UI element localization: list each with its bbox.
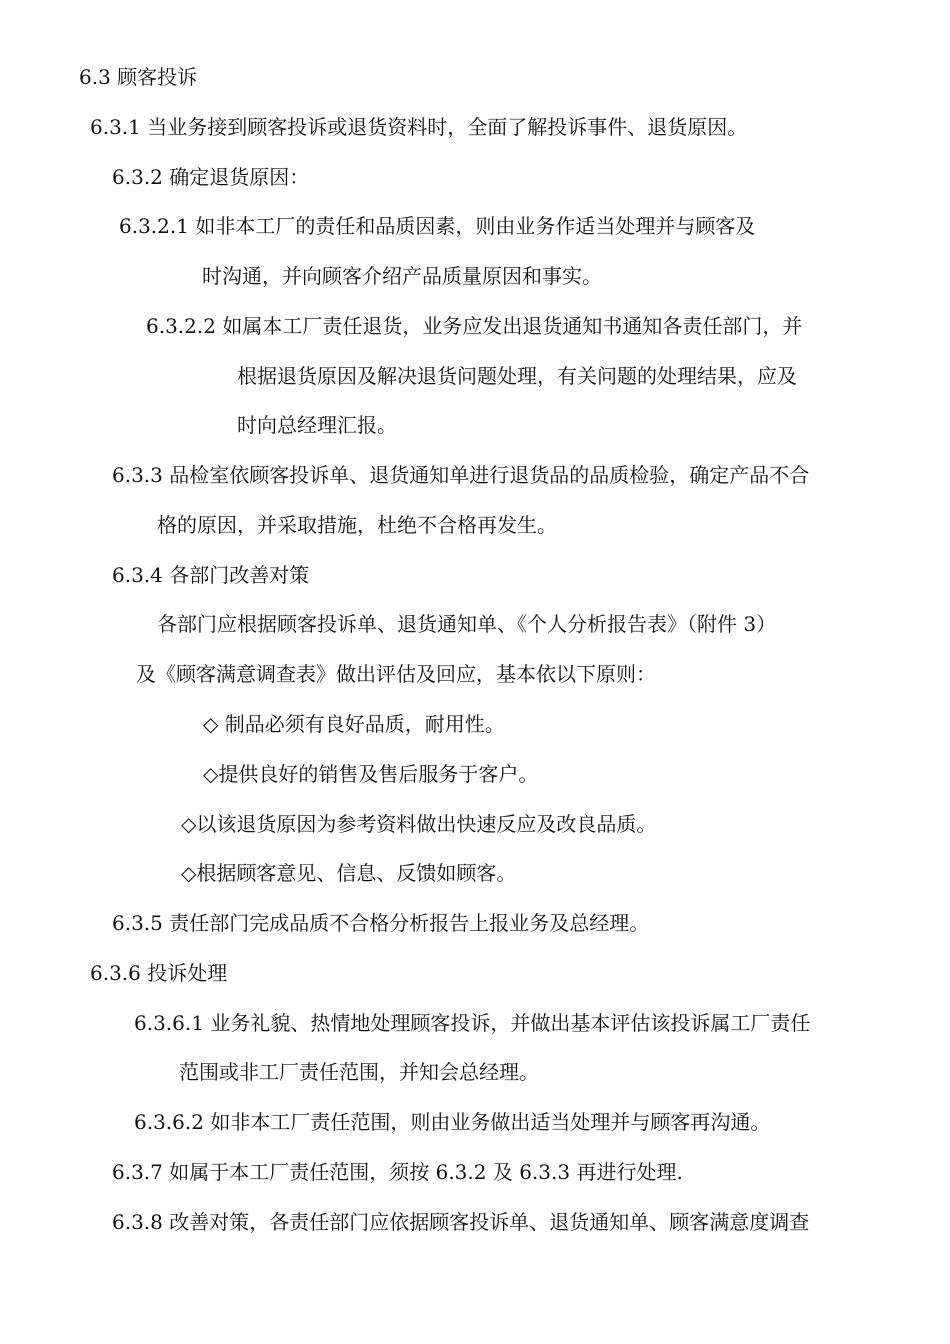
paragraph-6-3-5: 6.3.5 责任部门完成品质不合格分析报告上报业务及总经理。 (112, 911, 650, 935)
paragraph-6-3-3: 6.3.3 品检室依顾客投诉单、退货通知单进行退货品的品质检验，确定产品不合 (112, 463, 810, 487)
principle-item-1: ◇ 制品必须有良好品质，耐用性。 (203, 712, 505, 736)
paragraph-6-3-2-2-continued-1: 根据退货原因及解决退货问题处理，有关问题的处理结果，应及 (237, 364, 797, 388)
paragraph-6-3-3-continued: 格的原因，并采取措施，杜绝不合格再发生。 (157, 513, 557, 537)
paragraph-6-3-2-1: 6.3.2.1 如非本工厂的责任和品质因素，则由业务作适当处理并与顾客及 (119, 214, 756, 238)
principle-item-2: ◇提供良好的销售及售后服务于客户。 (203, 762, 539, 786)
paragraph-6-3-4: 6.3.4 各部门改善对策 (112, 563, 310, 587)
principle-item-3: ◇以该退货原因为参考资料做出快速反应及改良品质。 (181, 812, 657, 836)
paragraph-6-3-7: 6.3.7 如属于本工厂责任范围，须按 6.3.2 及 6.3.3 再进行处理. (112, 1160, 683, 1184)
paragraph-6-3-6-2: 6.3.6.2 如非本工厂责任范围，则由业务做出适当处理并与顾客再沟通。 (134, 1110, 771, 1134)
paragraph-6-3-8: 6.3.8 改善对策，各责任部门应依据顾客投诉单、退货通知单、顾客满意度调查 (112, 1210, 810, 1234)
principle-item-4: ◇根据顾客意见、信息、反馈如顾客。 (181, 861, 517, 885)
paragraph-6-3-2-2-continued-2: 时向总经理汇报。 (237, 413, 397, 437)
paragraph-6-3-6-1: 6.3.6.1 业务礼貌、热情地处理顾客投诉，并做出基本评估该投诉属工厂责任 (134, 1011, 811, 1035)
paragraph-6-3-6-1-continued: 范围或非工厂责任范围，并知会总经理。 (179, 1060, 539, 1084)
paragraph-6-3-2-1-continued: 时沟通，并向顾客介绍产品质量原因和事实。 (202, 264, 602, 288)
paragraph-6-3-2-2: 6.3.2.2 如属本工厂责任退货，业务应发出退货通知书通知各责任部门，并 (146, 314, 803, 338)
paragraph-6-3-1: 6.3.1 当业务接到顾客投诉或退货资料时，全面了解投诉事件、退货原因。 (90, 115, 748, 139)
paragraph-6-3-4-body-1: 各部门应根据顾客投诉单、退货通知单、《个人分析报告表》（附件 3） (157, 612, 777, 636)
paragraph-6-3-4-body-2: 及《顾客满意调查表》做出评估及回应，基本依以下原则： (136, 662, 656, 686)
section-heading-6-3: 6.3 顾客投诉 (79, 65, 198, 89)
paragraph-6-3-6: 6.3.6 投诉处理 (90, 961, 228, 985)
paragraph-6-3-2: 6.3.2 确定退货原因： (112, 165, 310, 189)
